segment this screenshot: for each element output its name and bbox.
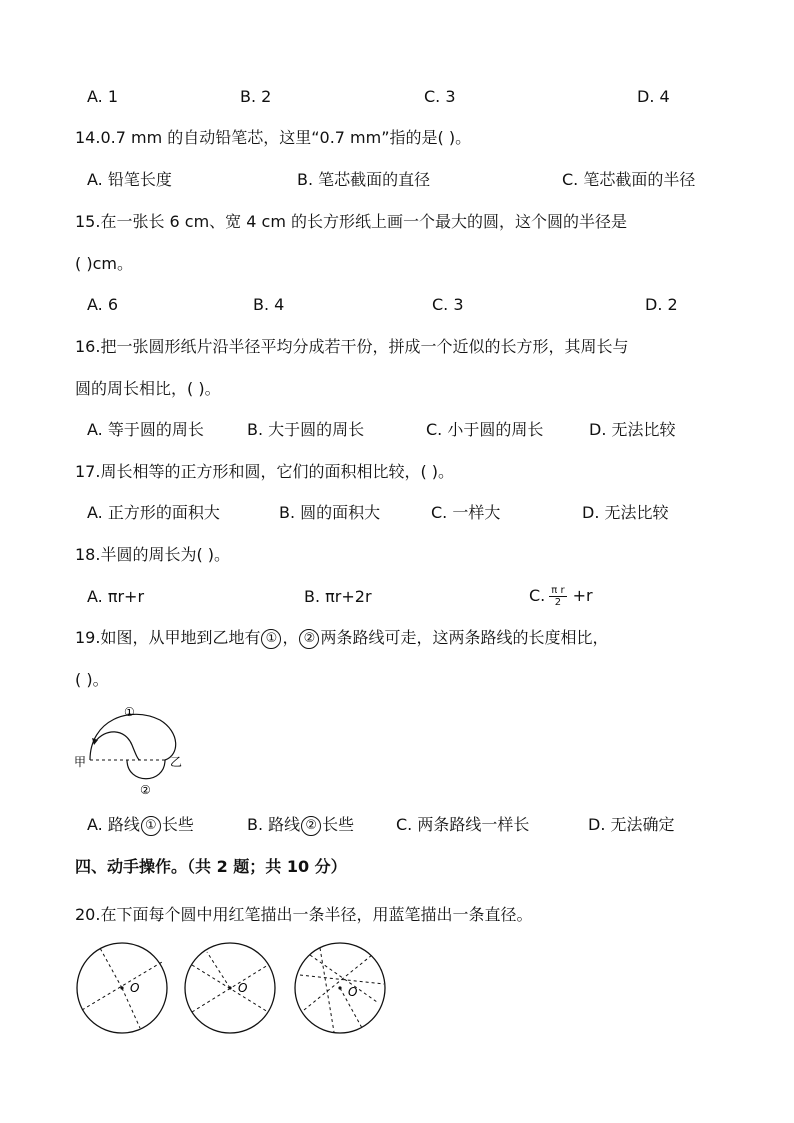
circle-2-center-label: O — [238, 981, 248, 995]
q19-option-c: C. 两条路线一样长 — [396, 815, 530, 834]
route2-path — [127, 760, 165, 779]
q19-option-b-post: 长些 — [322, 815, 355, 834]
q19-stem-pre: 19.如图，从甲地到乙地有 — [75, 628, 261, 647]
q13-option-d: D. 4 — [637, 87, 670, 106]
q17-option-a: A. 正方形的面积大 — [87, 503, 220, 522]
q15-option-b: B. 4 — [253, 295, 285, 314]
q18-stem: 18.半圆的周长为( )。 — [75, 545, 231, 564]
q19-option-b-mark: ② — [301, 816, 321, 836]
q17-option-c: C. 一样大 — [431, 503, 501, 522]
q20-circles-figure — [72, 940, 392, 1040]
q15-option-c: C. 3 — [432, 295, 464, 314]
route1-path — [90, 714, 176, 760]
q14-option-c: C. 笔芯截面的半径 — [562, 170, 696, 189]
q20-stem: 20.在下面每个圆中用红笔描出一条半径，用蓝笔描出一条直径。 — [75, 905, 533, 924]
q16-stem-line1: 16.把一张圆形纸片沿半径平均分成若干份，拼成一个近似的长方形，其周长与 — [75, 337, 629, 356]
q19-route1-mark: ① — [261, 629, 281, 649]
q16-option-a: A. 等于圆的周长 — [87, 420, 204, 439]
q19-option-a-pre: A. 路线 — [87, 815, 140, 834]
q18-fraction-numerator: π r — [551, 585, 565, 596]
circle-1-center-label: O — [130, 981, 140, 995]
q13-option-a: A. 1 — [87, 87, 119, 106]
q15-stem-line1: 15.在一张长 6 cm、宽 4 cm 的长方形纸上画一个最大的圆，这个圆的半径是 — [75, 212, 628, 231]
q17-stem: 17.周长相等的正方形和圆，它们的面积相比较，( )。 — [75, 462, 455, 481]
q14-stem: 14.0.7 mm 的自动铅笔芯，这里“0.7 mm”指的是( )。 — [75, 128, 472, 147]
q16-option-c: C. 小于圆的周长 — [426, 420, 544, 439]
q19-route-figure — [70, 700, 200, 800]
route1-inner-path — [95, 732, 140, 760]
section4-title: 四、动手操作。（共 2 题；共 10 分） — [75, 857, 347, 876]
q18-option-c — [529, 577, 593, 615]
q15-stem-line2: ( )cm。 — [75, 254, 133, 273]
q13-option-b: B. 2 — [240, 87, 272, 106]
figure-start-label: 甲 — [74, 755, 87, 769]
q15-option-d: D. 2 — [645, 295, 678, 314]
q19-stem-mid: ， — [282, 628, 299, 647]
circle-3 — [295, 943, 385, 1033]
q14-option-a: A. 铅笔长度 — [87, 170, 172, 189]
q16-stem-line2: 圆的周长相比，( )。 — [75, 379, 221, 398]
q19-option-d: D. 无法确定 — [588, 815, 675, 834]
q17-option-b: B. 圆的面积大 — [279, 503, 381, 522]
q15-option-a: A. 6 — [87, 295, 119, 314]
q18-option-c-suffix: +r — [572, 586, 593, 605]
circle-2 — [185, 943, 275, 1033]
figure-end-label: 乙 — [170, 755, 183, 769]
figure-bottom-label: ② — [140, 783, 151, 797]
q18-option-b: B. πr+2r — [304, 587, 372, 606]
q19-option-a-mark: ① — [141, 816, 161, 836]
q18-fraction-denominator: 2 — [554, 597, 562, 608]
q19-stem-post: 两条路线可走，这两条路线的长度相比， — [320, 628, 609, 647]
figure-top-label: ① — [124, 705, 135, 719]
q16-option-b: B. 大于圆的周长 — [247, 420, 365, 439]
q18-fraction — [549, 585, 566, 608]
q13-option-c: C. 3 — [424, 87, 456, 106]
q18-option-a: A. πr+r — [87, 587, 145, 606]
q16-option-d: D. 无法比较 — [589, 420, 676, 439]
q17-option-d: D. 无法比较 — [582, 503, 669, 522]
q19-option-a-post: 长些 — [161, 815, 194, 834]
q19-stem-line1 — [75, 627, 608, 649]
q19-route2-mark: ② — [299, 629, 319, 649]
circle-3-center-label: O — [348, 985, 358, 999]
q18-option-c-prefix: C. — [529, 586, 546, 605]
q19-option-b-pre: B. 路线 — [247, 815, 301, 834]
circle-1 — [77, 943, 167, 1033]
q14-option-b: B. 笔芯截面的直径 — [297, 170, 431, 189]
q19-option-a — [87, 814, 194, 836]
q19-option-b — [247, 814, 354, 836]
q19-stem-line2: ( )。 — [75, 670, 109, 689]
